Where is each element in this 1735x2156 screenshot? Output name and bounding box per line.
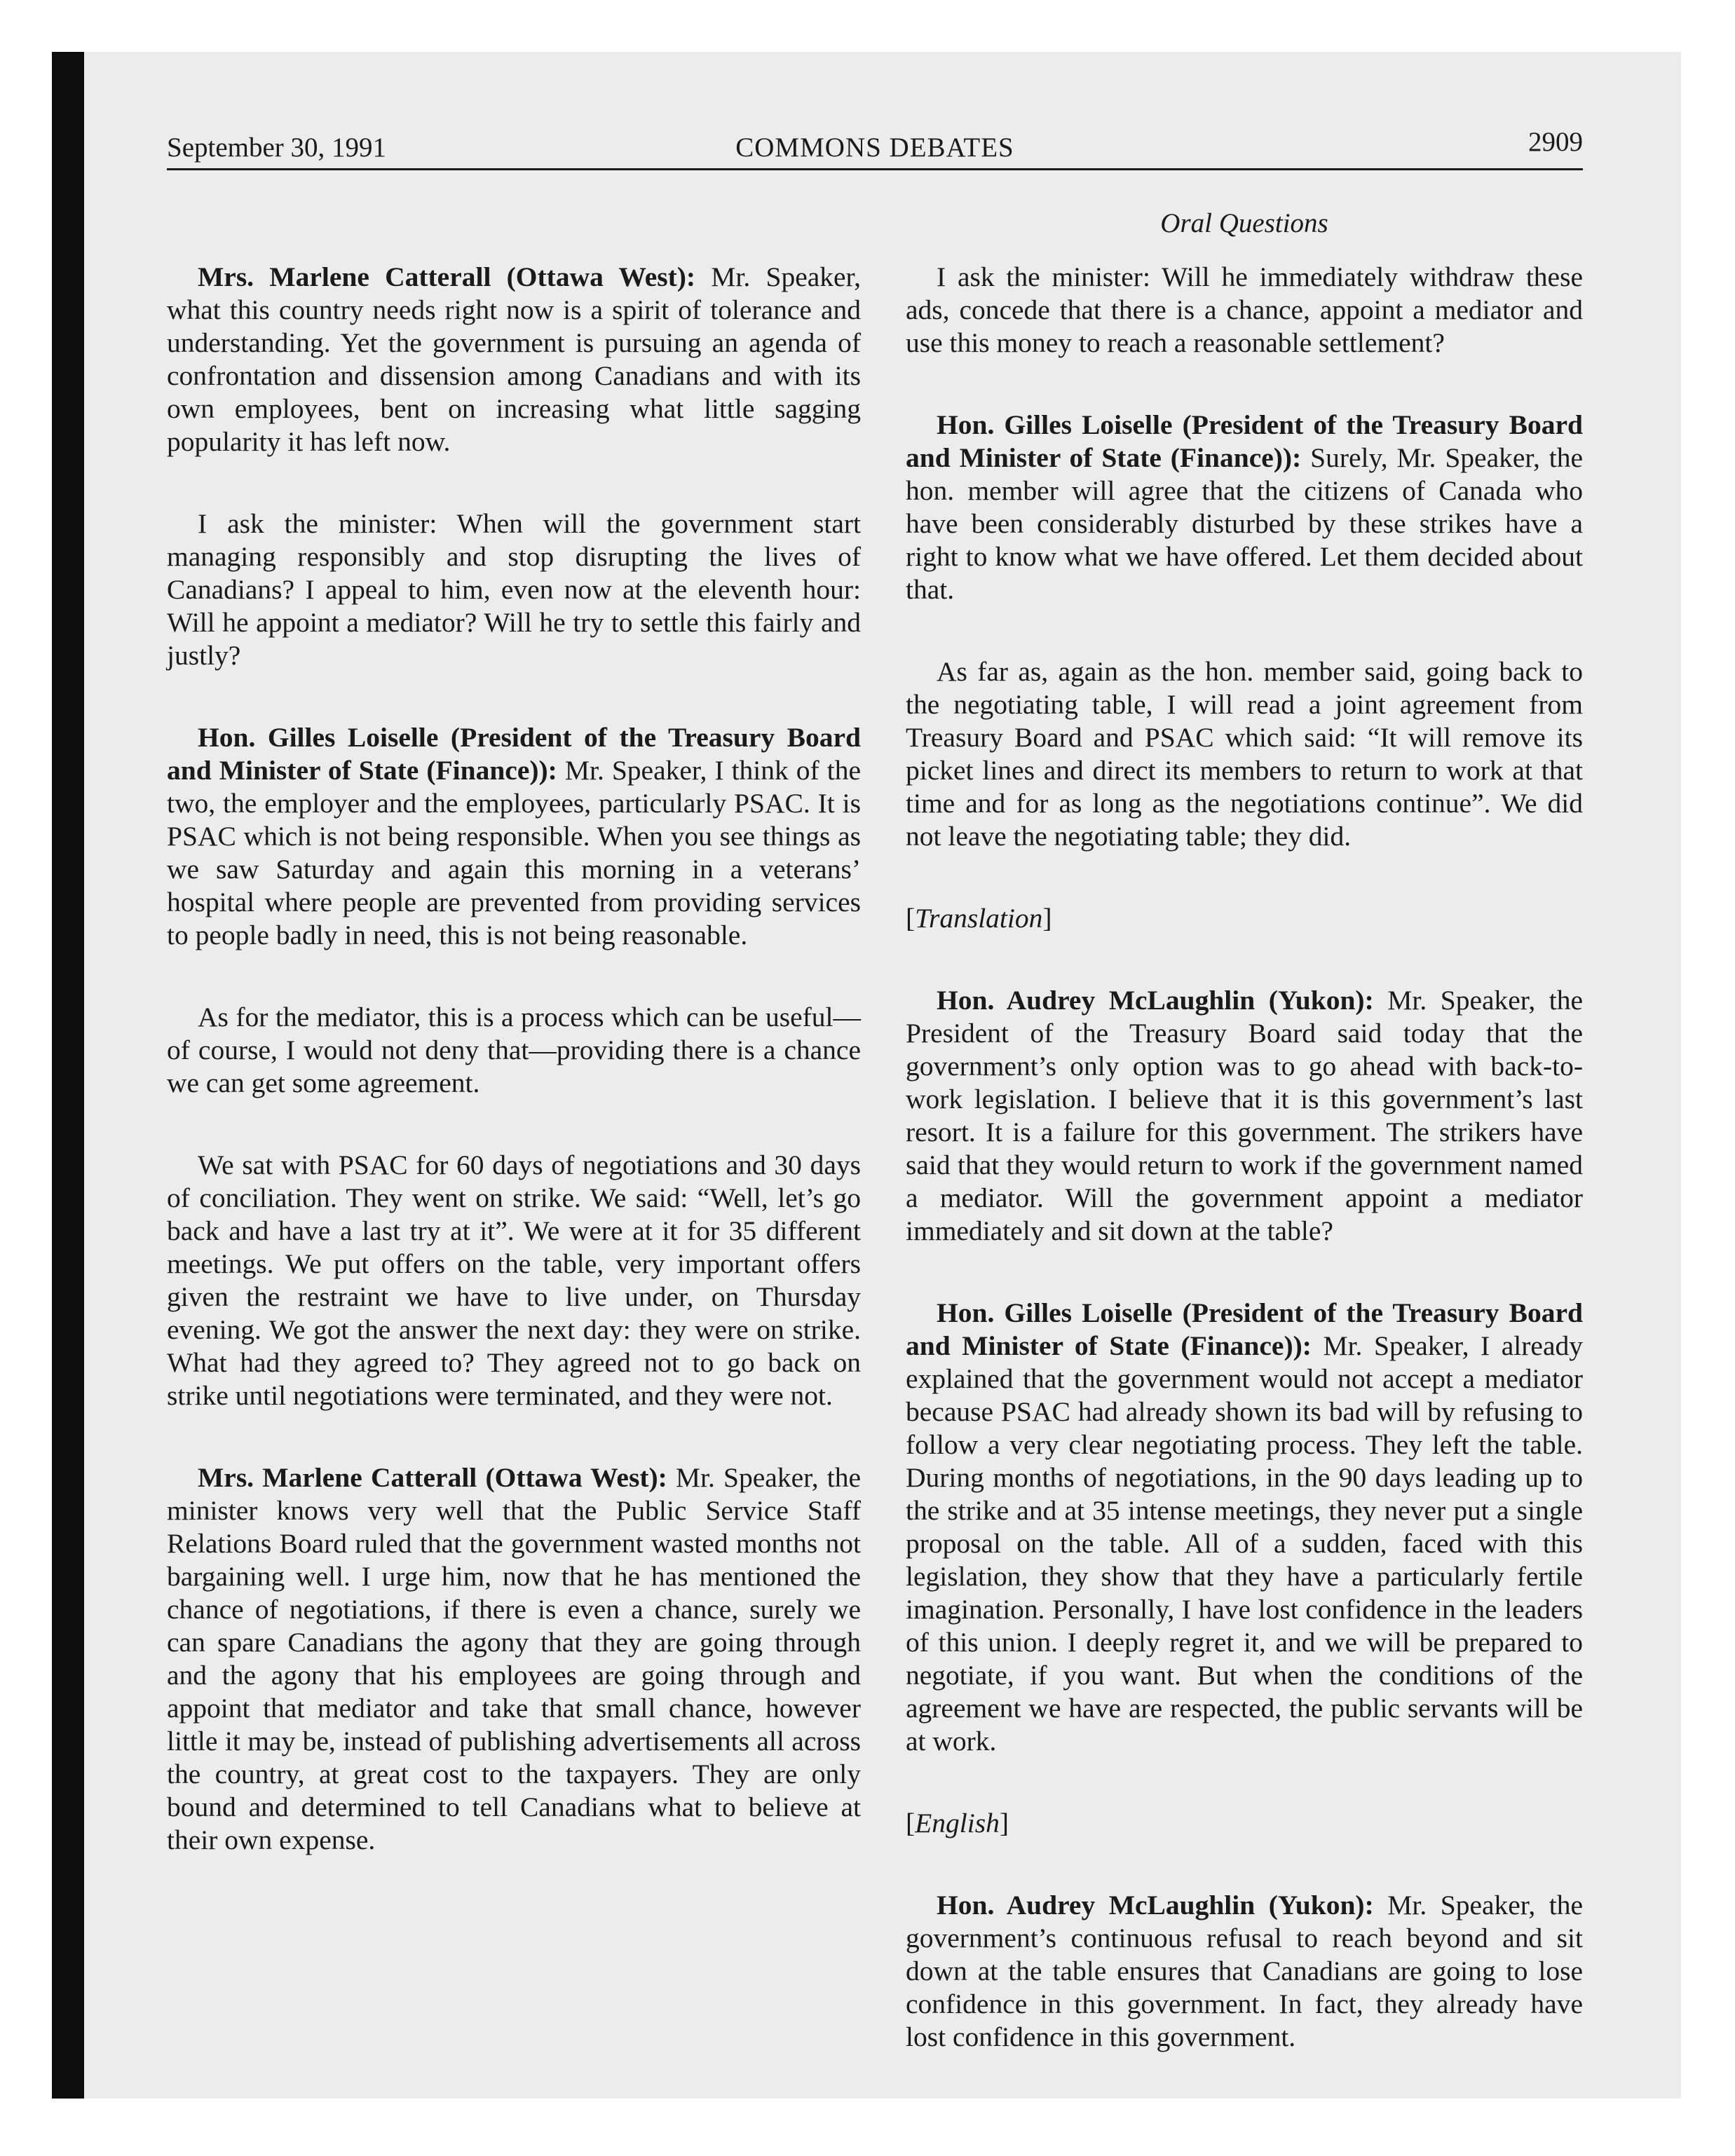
paragraph: [906, 409, 1583, 606]
paragraph-text: Surely, Mr. Speaker, the hon. member will agree that the citizens of Canada who have been considerably disturbed by these strikes have a right to know what we have offered. Let them decided about that.: [906, 442, 1583, 605]
paragraph: [906, 655, 1583, 853]
speaker-name: Mrs. Marlene Catterall (Ottawa West):: [198, 1462, 667, 1493]
header-date: September 30, 1991: [167, 132, 387, 163]
language-note-text: English: [915, 1808, 1000, 1838]
paragraph: [906, 1889, 1583, 2054]
language-note: [English]: [906, 1808, 1009, 1838]
paragraph: [167, 261, 861, 458]
right-column: [906, 261, 1583, 2103]
section-title: Oral Questions: [1160, 208, 1328, 238]
paragraph: [906, 984, 1583, 1248]
paragraph-text: As for the mediator, this is a process which can be useful—of course, I would not deny that—providing there is a chance we can get some agreement.: [167, 1002, 861, 1098]
header-rule: [167, 168, 1583, 170]
speaker-name: Hon. Gilles Loiselle (President of the Treasury Board and Minister of State (Finance)):: [906, 409, 1583, 473]
paragraph-text: Mr. Speaker, I think of the two, the employer and the employees, particularly PSAC. It is PSAC which is not being responsible. When you see things as we saw Saturday and again this morning in a veterans’ hospital where people are prevented from providing services to people badly in need, this is not being reasonable.: [167, 755, 861, 950]
paragraph-text: We sat with PSAC for 60 days of negotiations and 30 days of conciliation. They went on strike. We said: “Well, let’s go back and have a last try at it”. We were at it for 35 different meetings. We put offers on the table, very important offers given the restraint we have to live under, on Thursday evening. We got the answer the next day: they were on strike. What had they agreed to? They agreed not to go back on strike until negotiations were terminated, and they were not.: [167, 1149, 861, 1411]
paragraph-text: I ask the minister: When will the government start managing responsibly and stop disrupting the lives of Canadians? I appeal to him, even now at the eleventh hour: Will he appoint a mediator? Will he try to settle this fairly and justly?: [167, 508, 861, 671]
speaker-name: Hon. Gilles Loiselle (President of the Treasury Board and Minister of State (Finance)):: [906, 1297, 1583, 1361]
page-number: 2909: [1528, 127, 1583, 157]
page-header: [167, 126, 1583, 168]
translation-note: [Translation]: [906, 903, 1052, 934]
paragraph-text: I ask the minister: Will he immediately withdraw these ads, concede that there is a chance, appoint a mediator and use this money to reach a reasonable settlement?: [906, 261, 1583, 358]
paragraph: [906, 1297, 1583, 1758]
translation-note-text: Translation: [915, 903, 1043, 934]
speaker-name: Hon. Audrey McLaughlin (Yukon):: [937, 1890, 1374, 1920]
paragraph-text: Mr. Speaker, I already explained that the government would not accept a mediator because PSAC had already shown its bad will by refusing to follow a very clear negotiating process. They left the table. During months of negotiations, in the 90 days leading up to the strike and at 35 intense meetings, they never put a single proposal on the table. All of a sudden, faced with this legislation, they show that they have a particularly fertile imagination. Personally, I have lost confidence in the leaders of this union. I deeply regret it, and we will be prepared to negotiate, if you want. But when the conditions of the agreement we have are respected, the public servants will be at work.: [906, 1330, 1583, 1756]
paragraph: [167, 1461, 861, 1857]
left-column: [167, 261, 861, 1906]
speaker-name: Hon. Gilles Loiselle (President of the Treasury Board and Minister of State (Finance)):: [167, 722, 861, 786]
paragraph-text: Mr. Speaker, the government’s continuous refusal to reach beyond and sit down at the table ensures that Canadians are going to lose confidence in this government. In fact, they already have lost confidence in this government.: [906, 1890, 1583, 2052]
paragraph-text: Mr. Speaker, the minister knows very well that the Public Service Staff Relations Board ruled that the government wasted months not bargaining well. I urge him, now that he has mentioned the chance of negotiations, if there is even a chance, surely we can spare Canadians the agony that they are going through and the agony that his employees are going through and appoint that mediator and take that small chance, however little it may be, instead of publishing advertisements all across the country, at great cost to the taxpayers. They are only bound and determined to tell Canadians what to believe at their own expense.: [167, 1462, 861, 1855]
paragraph-text: Mr. Speaker, the President of the Treasury Board said today that the government’s only option was to go ahead with back-to-work legislation. I believe that it is this government’s last resort. It is a failure for this government. The strikers have said that they would return to work if the government named a mediator. Will the government appoint a mediator immediately and sit down at the table?: [906, 985, 1583, 1246]
header-title: COMMONS DEBATES: [735, 132, 1014, 163]
speaker-name: Hon. Audrey McLaughlin (Yukon):: [937, 985, 1374, 1016]
paragraph: [167, 721, 861, 952]
speaker-name: Mrs. Marlene Catterall (Ottawa West):: [198, 261, 696, 292]
paragraph: [167, 1001, 861, 1100]
paragraph: [167, 1149, 861, 1412]
binding-edge-shadow: [52, 52, 84, 2099]
paragraph: [167, 507, 861, 672]
paragraph-text: Mr. Speaker, what this country needs right now is a spirit of tolerance and understanding. Yet the government is pursuing an agenda of confrontation and dissension among Canadians and with its own employees, bent on increasing what little sagging popularity it has left now.: [167, 261, 861, 457]
paragraph: [906, 261, 1583, 360]
paragraph-text: As far as, again as the hon. member said, going back to the negotiating table, I will read a joint agreement from Treasury Board and PSAC which said: “It will remove its picket lines and direct its members to return to work at that time and for as long as the negotiations continue”. We did not leave the negotiating table; they did.: [906, 656, 1583, 852]
